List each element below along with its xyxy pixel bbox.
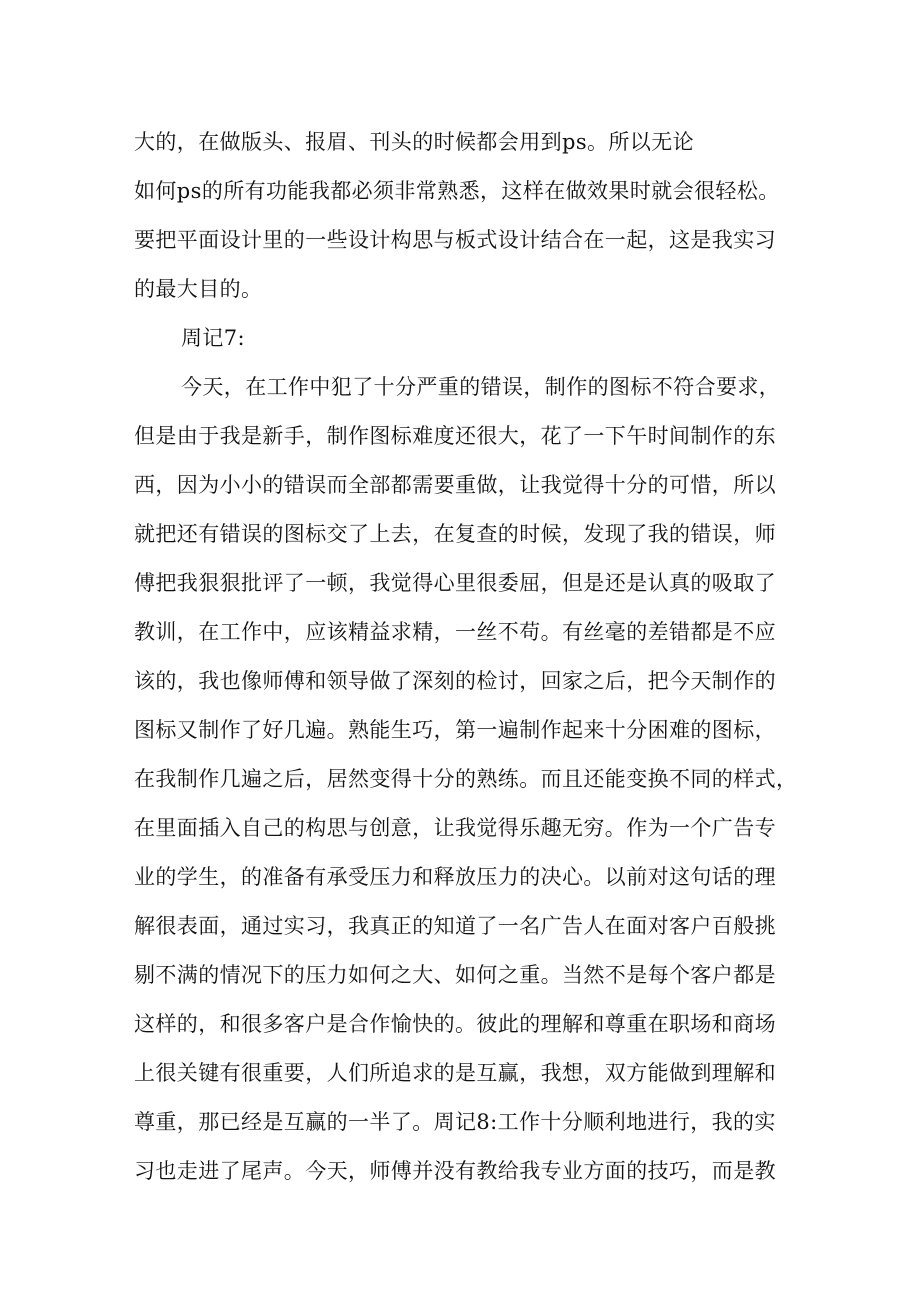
text-line: 大的，在做版头、报眉、刊头的时候都会用到ps。所以无论: [134, 130, 695, 154]
text-line: 这样的，和很多客户是合作愉快的。彼此的理解和尊重在职场和商场: [134, 1012, 776, 1036]
text-line: 傅把我狠狠批评了一顿，我觉得心里很委屈，但是还是认真的吸取了: [134, 571, 776, 595]
text-line: 在里面插入自己的构思与创意，让我觉得乐趣无穷。作为一个广告专: [134, 816, 776, 840]
text-line: 但是由于我是新手，制作图标难度还很大，花了一下午时间制作的东: [134, 424, 776, 448]
text-line: 业的学生，的准备有承受压力和释放压力的决心。以前对这句话的理: [134, 865, 776, 889]
text-line: 西，因为小小的错误而全部都需要重做，让我觉得十分的可惜，所以: [134, 473, 776, 497]
text-line: 尊重，那已经是互赢的一半了。周记8:工作十分顺利地进行，我的实: [134, 1110, 776, 1134]
text-line: 如何ps的所有功能我都必须非常熟悉，这样在做效果时就会很轻松。: [134, 179, 780, 203]
text-line: 教训，在工作中，应该精益求精，一丝不苟。有丝毫的差错都是不应: [134, 620, 776, 644]
text-line: 今天，在工作中犯了十分严重的错误，制作的图标不符合要求，: [181, 375, 781, 399]
text-line: 习也走进了尾声。今天，师傅并没有教给我专业方面的技巧，而是教: [134, 1159, 776, 1183]
text-line: 在我制作几遍之后，居然变得十分的熟练。而且还能变换不同的样式，: [134, 767, 798, 791]
text-line: 解很表面，通过实习，我真正的知道了一名广告人在面对客户百般挑: [134, 914, 776, 938]
section-heading: 周记7:: [181, 326, 246, 350]
text-line: 的最大目的。: [134, 277, 263, 301]
text-line: 剔不满的情况下的压力如何之大、如何之重。当然不是每个客户都是: [134, 963, 776, 987]
text-line: 图标又制作了好几遍。熟能生巧，第一遍制作起来十分困难的图标，: [134, 718, 776, 742]
text-line: 该的，我也像师傅和领导做了深刻的检讨，回家之后，把今天制作的: [134, 669, 776, 693]
text-line: 就把还有错误的图标交了上去，在复查的时候，发现了我的错误，师: [134, 522, 776, 546]
text-line: 要把平面设计里的一些设计构思与板式设计结合在一起，这是我实习: [134, 228, 776, 252]
text-line: 上很关键有很重要，人们所追求的是互赢，我想，双方能做到理解和: [134, 1061, 776, 1085]
